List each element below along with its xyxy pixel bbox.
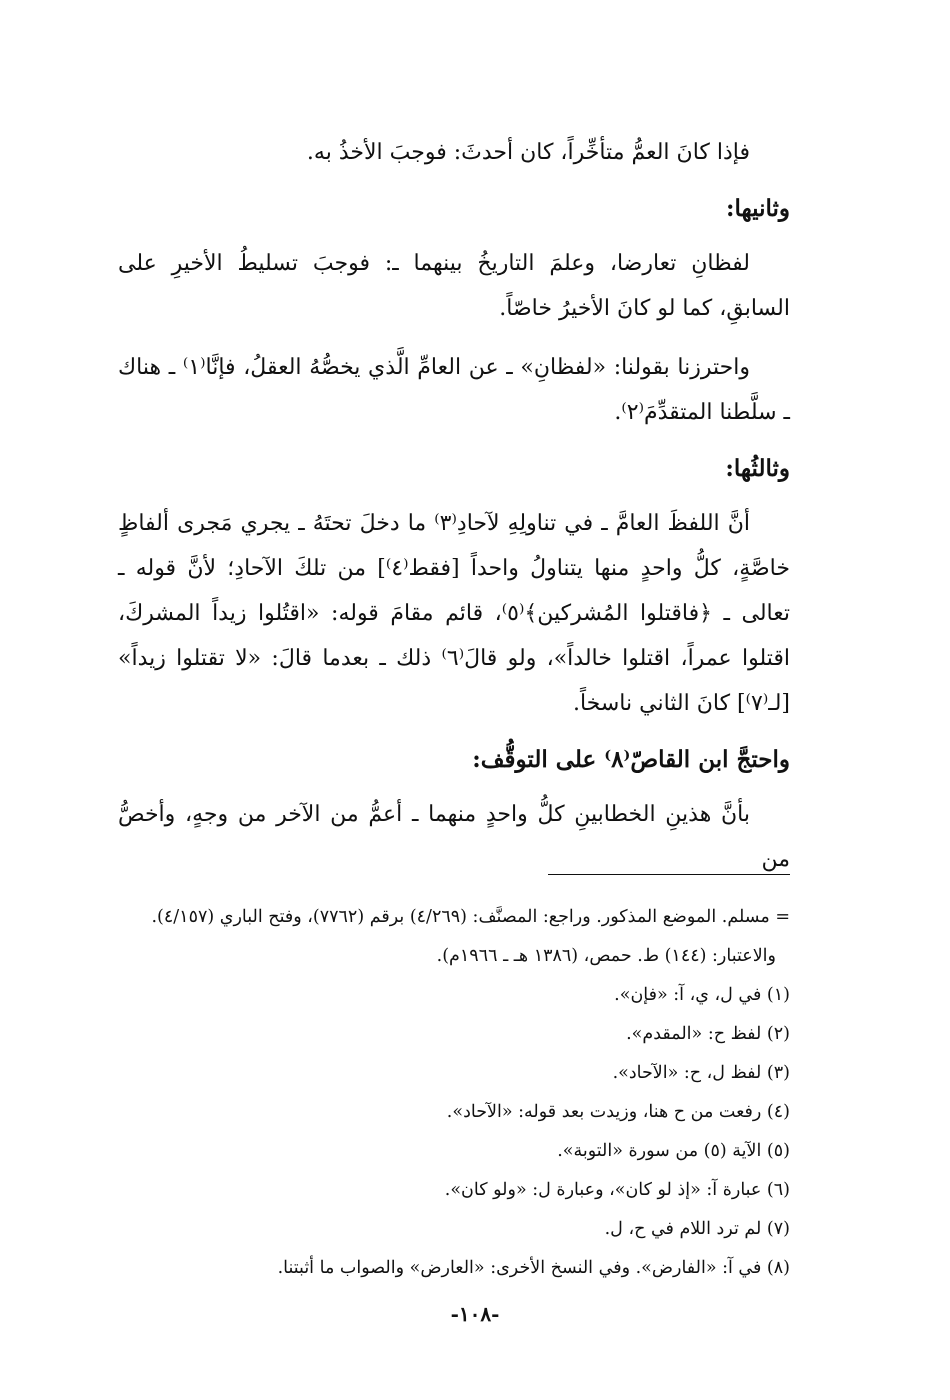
footnote-3: (٣) لفظ ل، ح: «الآحاد». xyxy=(612,1063,790,1083)
heading-second: وثانيها: xyxy=(726,195,790,222)
paragraph-3: واحترزنا بقولنا: «لفظانِ» ـ عن العامِّ الَّذي يخصُّهُ العقلُ، فإنَّا⁽١⁾ ـ هناك ـ سلَّطنا المتقدِّمَ⁽٢⁾. xyxy=(118,355,790,425)
paragraph-5: بأنَّ هذينِ الخطابينِ كلُّ واحدٍ منهما ـ أعمُّ من الآخر من وجهٍ، وأخصُّ من xyxy=(118,802,790,872)
footnote-2: (٢) لفظ ح: «المقدم». xyxy=(626,1024,790,1044)
footnotes xyxy=(118,898,790,1288)
footnote-6: (٦) عبارة آ: «إذ لو كان»، وعبارة ل: «ولو كان». xyxy=(444,1180,790,1200)
paragraph-4: أنَّ اللفظَ العامَّ ـ في تناولِهِ لآحادِ⁽٣⁾ ما دخلَ تحتَهُ ـ يجري مَجرى ألفاظٍ خاصَّةٍ، كلُّ واحدٍ منها يتناولُ واحداً [فقط⁽٤⁾] من تلكَ الآحادِ؛ لأنَّ قوله ـ تعالى ـ ﴿فاقتلوا المُشركين﴾⁽٥⁾، قائم مقامَ قوله: «اقتُلوا زيداً المشركَ، اقتلوا عمراً، اقتلوا خالداً»، ولو قالَ⁽٦⁾ ذلك ـ بعدما قالَ: «لا تقتلوا زيداً» [لـ⁽٧⁾] كانَ الثاني ناسخاً. xyxy=(118,511,790,716)
heading-argument: واحتجَّ ابن القاصّ⁽٨⁾ على التوقُّف: xyxy=(472,746,790,773)
page-number: -١٠٨- xyxy=(450,1302,500,1326)
main-text xyxy=(118,130,790,896)
footnote-5: (٥) الآية (٥) من سورة «التوبة». xyxy=(557,1141,790,1161)
footnote-7: (٧) لم ترد اللام في ح، ل. xyxy=(604,1219,790,1239)
paragraph-1: فإذا كانَ العمُّ متأخِّراً، كان أحدثَ: فوجبَ الأخذُ به. xyxy=(306,140,750,165)
footnote-divider xyxy=(548,874,790,875)
footnote-continuation: = مسلم. الموضع المذكور. وراجع: المصنَّف: (٤/٢٦٩) برقم (٧٧٦٢)، وفتح الباري (٤/١٥٧). والاعتبار: (١٤٤) ط. حمص، (١٣٨٦ هـ ـ ١٩٦٦م). xyxy=(151,907,790,966)
footnote-8: (٨) في آ: «الفارض». وفي النسخ الأخرى: «العارض» والصواب ما أثبتنا. xyxy=(277,1258,790,1278)
footnote-1: (١) في ل، ي، آ: «فإن». xyxy=(614,985,790,1005)
heading-third: وثالثُها: xyxy=(725,455,790,482)
footnote-4: (٤) رفعت من ح هنا، وزيدت بعد قوله: «الآحاد». xyxy=(446,1102,790,1122)
paragraph-2: لفظانِ تعارضا، وعلمَ التاريخُ بينهما ـ: فوجبَ تسليطُ الأخيرِ على السابقِ، كما لو كانَ الأخيرُ خاصّاً. xyxy=(118,251,790,321)
